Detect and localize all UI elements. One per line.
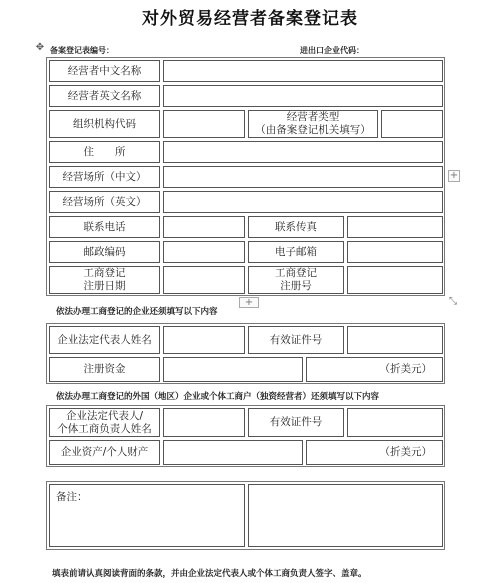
move-icon[interactable]: ✥: [35, 42, 45, 53]
resize-icon[interactable]: ⤡: [449, 296, 457, 307]
label-email: 电子邮箱: [248, 241, 344, 263]
input-address[interactable]: [163, 141, 443, 163]
label-id-no: 有效证件号: [248, 326, 344, 354]
reg-date-line2: 注册日期: [83, 280, 126, 292]
reg-no-line2: 注册号: [280, 280, 312, 292]
section1-heading: 依法办理工商登记的企业还须填写以下内容: [56, 307, 218, 317]
assets-usd-label: （折美元）: [306, 440, 443, 465]
footer-note: 填表前请认真阅读背面的条款，并由企业法定代表人或个体工商负责人签字、盖章。: [52, 569, 367, 579]
label-org-code: 组织机构代码: [49, 110, 160, 138]
label-fax: 联系传真: [248, 216, 344, 238]
input-fax[interactable]: [347, 216, 443, 238]
label-phone: 联系电话: [49, 216, 160, 238]
capital-usd-label: （折美元）: [306, 357, 443, 382]
reg-date-line1: 工商登记: [83, 267, 126, 279]
input-operator-type[interactable]: [381, 110, 443, 138]
label-reg-no: [248, 266, 344, 294]
input-reg-no[interactable]: [347, 266, 443, 294]
input-en-name[interactable]: [163, 85, 443, 107]
label-cn-name: 经营者中文名称: [49, 60, 160, 82]
remarks-field[interactable]: 备注：: [49, 484, 245, 547]
label-en-name: 经营者英文名称: [49, 85, 160, 107]
operator-type-line2: （由备案登记机关填写）: [255, 124, 371, 136]
input-premises-en[interactable]: [163, 191, 443, 213]
label-id-no-2: 有效证件号: [248, 408, 344, 437]
label-capital: 注册资金: [49, 357, 160, 382]
ie-code-label: 进出口企业代码：: [300, 46, 364, 55]
label-premises-en: 经营场所（英文）: [49, 191, 160, 213]
label-rep-name: 企业法定代表人姓名: [49, 326, 160, 354]
rep-owner-line2: 个体工商负责人姓名: [57, 422, 152, 435]
reg-no-label: 备案登记表编号：: [50, 46, 114, 55]
label-postcode: 邮政编码: [49, 241, 160, 263]
form-title: 对外贸易经营者备案登记表: [142, 9, 358, 29]
input-capital[interactable]: [163, 357, 303, 382]
label-operator-type: [248, 110, 378, 138]
operator-type-line1: 经营者类型: [286, 111, 340, 123]
input-email[interactable]: [347, 241, 443, 263]
input-phone[interactable]: [163, 216, 245, 238]
input-id-no-2[interactable]: [347, 408, 443, 437]
input-cn-name[interactable]: [163, 60, 443, 82]
add-row-icon[interactable]: +: [239, 297, 259, 308]
input-assets[interactable]: [163, 440, 303, 465]
input-id-no[interactable]: [347, 326, 443, 354]
input-postcode[interactable]: [163, 241, 245, 263]
signature-field[interactable]: [248, 484, 443, 547]
input-org-code[interactable]: [163, 110, 245, 138]
rep-owner-line1: 企业法定代表人/: [65, 409, 144, 422]
add-column-icon[interactable]: +: [449, 170, 459, 181]
reg-no-line1: 工商登记: [275, 267, 317, 279]
label-rep-or-owner: [49, 408, 160, 437]
label-reg-date: [49, 266, 160, 294]
input-rep-or-owner[interactable]: [163, 408, 245, 437]
label-address: 住 所: [49, 141, 160, 163]
section2-heading: 依法办理工商登记的外国（地区）企业或个体工商户（独资经营者）还须填写以下内容: [56, 392, 380, 402]
input-premises-cn[interactable]: [163, 166, 443, 188]
input-reg-date[interactable]: [163, 266, 245, 294]
label-premises-cn: 经营场所（中文）: [49, 166, 160, 188]
input-rep-name[interactable]: [163, 326, 245, 354]
label-assets: 企业资产/个人财产: [49, 440, 160, 465]
